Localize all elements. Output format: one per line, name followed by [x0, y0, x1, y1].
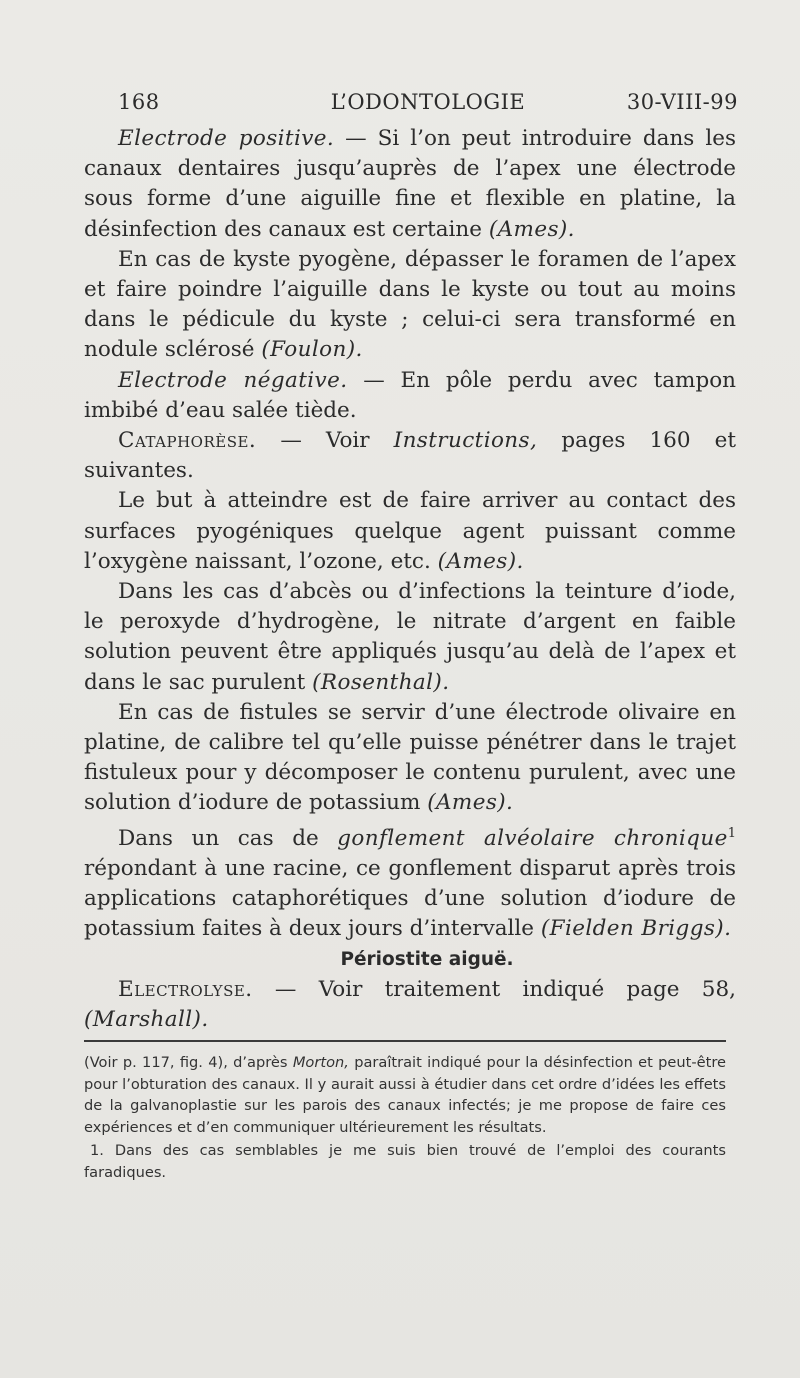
paragraph-label: Cataphorèse.	[118, 428, 257, 454]
paragraph-label: Electrode négative.	[118, 367, 348, 393]
emphasis: gonflement alvéolaire chronique	[337, 825, 728, 851]
paragraph-text: — En pôle perdu avec tampon imbibé d’eau salée tiède.	[84, 367, 737, 423]
citation: (Marshall).	[84, 1007, 209, 1033]
footnote-continued	[84, 1052, 726, 1138]
footnotes	[84, 1052, 726, 1184]
paragraph-kyste	[84, 245, 736, 366]
main-text	[84, 124, 736, 1035]
paragraph-label: Electrode positive.	[118, 126, 335, 151]
paragraph-text: Dans un cas de	[118, 825, 338, 851]
issue-date: 30-VIII-99	[626, 90, 738, 114]
page-number: 168	[118, 90, 160, 114]
paragraph-cataphorese	[84, 426, 736, 486]
paragraph-text: En cas de fistules se servir d’une électrode olivaire en platine, de calibre tel qu’elle puisse pénétrer dans le trajet fistuleux pour y décomposer le contenu purulent, avec une solution d’iodure de potassium	[84, 699, 736, 816]
paragraph-electrode-positive	[84, 124, 736, 245]
citation: (Rosenthal).	[312, 669, 450, 695]
paragraph-text: pages 160 et suivantes.	[84, 428, 736, 484]
citation: (Ames).	[488, 216, 575, 242]
footnote-divider	[84, 1040, 726, 1042]
running-title: L’ODONTOLOGIE	[330, 90, 526, 114]
citation: (Foulon).	[261, 337, 363, 363]
author-name: Morton,	[292, 1054, 349, 1071]
page-header	[118, 90, 738, 120]
paragraph-text: — Si l’on peut introduire dans les canaux dentaires jusqu’auprès de l’apex une électrode sous forme d’une aiguille fine et flexible en platine, la désinfection des canaux est certaine	[84, 126, 736, 242]
section-heading: Périostite aiguë.	[340, 948, 514, 970]
footnote-text: (Voir p. 117, fig. 4), d’après	[84, 1054, 293, 1071]
footnote-1: 1. Dans des cas semblables je me suis bien trouvé de l’emploi des courants faradiques.	[84, 1142, 726, 1181]
citation: (Fielden Briggs).	[540, 916, 732, 942]
citation: (Ames).	[437, 548, 524, 574]
footnote-marker[interactable]: 1	[727, 825, 736, 841]
footnote-text: paraîtrait indiqué pour la désinfection et peut-être pour l’obturation des canaux. Il y aurait aussi à étudier dans cet ordre d’idées les effets de la galvanoplastie sur les parois des canaux infectés; je me propose de faire ces expériences et d’en communiquer ultérieurement les résultats.	[84, 1054, 726, 1136]
citation: (Ames).	[427, 790, 514, 816]
paragraph-gonflement	[84, 819, 736, 945]
paragraph-text: répondant à une racine, ce gonflement disparut après trois applications cataphorétiques d’une solution d’iodure de potassium faites à deux jours d’intervalle	[84, 856, 736, 942]
paragraph-text: — Voir traitement indiqué page 58,	[252, 976, 736, 1002]
paragraph-text: En cas de kyste pyogène, dépasser le foramen de l’apex et faire poindre l’aiguille dans le kyste ou tout au moins dans le pédicule du kyste ; celui-ci sera transformé en nodule sclérosé	[84, 246, 736, 363]
paragraph-but	[84, 486, 736, 577]
paragraph-fistules	[84, 698, 736, 819]
paragraph-text: — Voir	[256, 428, 394, 454]
paragraph-abces	[84, 577, 736, 698]
cross-reference: Instructions,	[393, 428, 538, 454]
paragraph-text: Dans les cas d’abcès ou d’infections la teinture d’iode, le peroxyde d’hydrogène, le nitrate d’argent en faible solution peuvent être appliqués jusqu’au delà de l’apex et dans le sac purulent	[84, 579, 736, 695]
paragraph-text: Le but à atteindre est de faire arriver au contact des surfaces pyogéniques quelque agent puissant comme l’oxygène naissant, l’ozone, etc.	[84, 488, 736, 574]
paragraph-label: Electrolyse.	[118, 976, 253, 1002]
paragraph-electrolyse	[84, 975, 736, 1035]
paragraph-electrode-negative	[84, 366, 736, 426]
